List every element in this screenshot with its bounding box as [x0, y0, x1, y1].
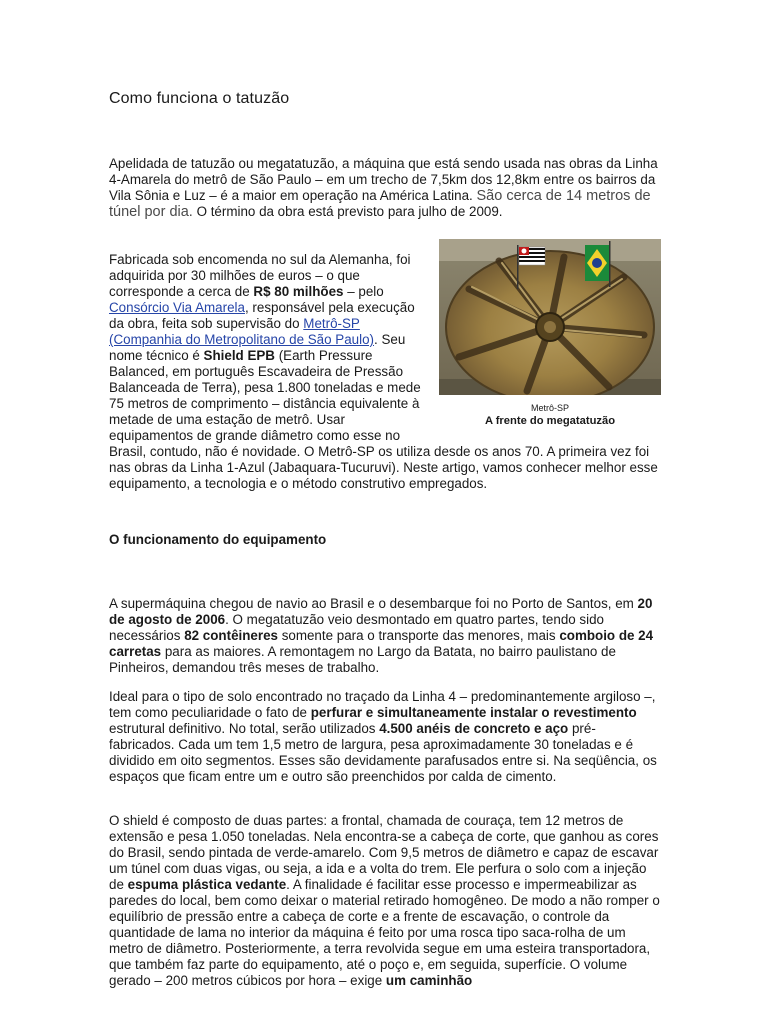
document-title: Como funciona o tatuzão [109, 90, 290, 107]
intro-text: Apelidada de tatuzão ou megatatuzão, a máquina que está sendo usada nas obras da Linha 4-Amarela do metrô de São Paulo – em um trecho de 7,5km dos 12,8km entre os bairros da Vila Sônia e Luz – é a maior em operação na América Latina. [109, 156, 658, 203]
photo-credit: Metrô-SP [530, 403, 569, 413]
func1-text-2: . O megatatuzão veio desmontado em quatro partes, tendo sido necessários [109, 612, 604, 643]
photo-figure [439, 239, 661, 425]
fabricada-text-2: – pelo [343, 284, 384, 299]
funcionamento-paragraph-3 [109, 813, 661, 989]
func1-bold-convoy: comboio de 24 carretas [109, 628, 654, 659]
metro-sp-link[interactable]: Metrô-SP (Companhia do Metropolitano de São Paulo) [109, 316, 375, 347]
func1-text-4: para as maiores. A remontagem no Largo da Batata, no bairro paulistano de Pinheiros, demandou três meses de trabalho. [109, 644, 616, 675]
photo-caption: A frente do megatatuzão [484, 415, 616, 427]
funcionamento-paragraph-2 [109, 689, 661, 785]
section-heading: O funcionamento do equipamento [109, 532, 327, 547]
fabricada-bold-price: R$ 80 milhões [253, 284, 344, 299]
func3-bold-truck: um caminhão [385, 973, 473, 988]
fabricada-text-4: . Seu nome técnico é [109, 332, 406, 363]
fabricada-bold-shield: Shield EPB [203, 348, 275, 363]
intro-paragraph [109, 156, 661, 220]
func2-text-2: estrutural definitivo. No total, serão utilizados [109, 721, 380, 736]
consorcio-via-amarela-link[interactable]: Consórcio Via Amarela [109, 300, 245, 315]
fabricada-text-5: (Earth Pressure Balanced, em português Escavadeira de Pressão Balanceada de Terra), pesa 1.800 toneladas e mede 75 metros de comprimento – distância equivalente à metade de uma estação de metrô. Usar equipamentos de grande diâmetro como esse no Brasil, contudo, não é novidade. O Metrô-SP os utiliza desde os anos 70. A primeira vez foi nas obras da Linha 1-Azul (Jabaquara-Tucuruvi). Neste artigo, vamos conhecer melhor esse equipamento, a tecnologia e o método construtivo empregados. [109, 348, 658, 491]
func1-bold-date: 20 de agosto de 2006 [109, 596, 653, 627]
func3-text-2: . A finalidade é facilitar esse processo e impermeabilizar as paredes do local, bem como deixar o material retirado homogêneo. De modo a não romper o equilíbrio de pressão entre a cabeça de corte e a frente de escavação, o controle da quantidade de lama no interior da máquina é feito por uma rosca tipo saca-rolha de um metro de diâmetro. Posteriormente, a terra revolvida segue em uma esteira transportadora, que também faz parte do equipamento, até o poço e, em seguida, superfície. O volume gerado – 200 metros cúbicos por hora – exige [109, 877, 660, 988]
func2-text-3: pré-fabricados. Cada um tem 1,5 metro de largura, pesa aproximadamente 30 toneladas e é dividido em oito segmentos. Esses são devidamente parafusados entre si. Na seqüência, os espaços que ficam entre um e outro são preenchidos por calda de cimento. [109, 721, 657, 784]
fabricada-text-3: , responsável pela execução da obra, feita sob supervisão do [109, 300, 415, 331]
func3-text-1: O shield é composto de duas partes: a frontal, chamada de couraça, tem 12 metros de extensão e pesa 1.050 toneladas. Nela encontra-se a cabeça de corte, que ganhou as cores do Brasil, sendo pintada de verde-amarelo. Com 9,5 metros de diâmetro e capaz de escavar um túnel com duas vigas, ou seja, a ida e a volta do trem. Ele perfura o solo com a injeção de [109, 813, 659, 892]
tunnel-boring-machine-photo [439, 239, 661, 395]
funcionamento-paragraph-1 [109, 596, 661, 676]
func2-bold-rings: 4.500 anéis de concreto e aço [379, 721, 569, 736]
func2-text-1: Ideal para o tipo de solo encontrado no traçado da Linha 4 – predominantemente argiloso –, tem como peculiaridade o fato de [109, 689, 656, 720]
intro-tail: O término da obra está previsto para julho de 2009. [192, 204, 503, 219]
fabricada-text-1: Fabricada sob encomenda no sul da Alemanha, foi adquirida por 30 milhões de euros – o que corresponde a cerca de [109, 252, 411, 299]
func1-text-3: somente para o transporte das menores, mais [277, 628, 560, 643]
func1-text-1: A supermáquina chegou de navio ao Brasil e o desembarque foi no Porto de Santos, em [109, 596, 638, 611]
func2-bold-perforate: perfurar e simultaneamente instalar o revestimento [310, 705, 637, 720]
intro-emphasis: São cerca de 14 metros de túnel por dia. [109, 188, 651, 220]
fabricada-section [109, 252, 661, 492]
func3-bold-foam: espuma plástica vedante [127, 877, 287, 892]
func1-bold-containers: 82 contêineres [184, 628, 278, 643]
